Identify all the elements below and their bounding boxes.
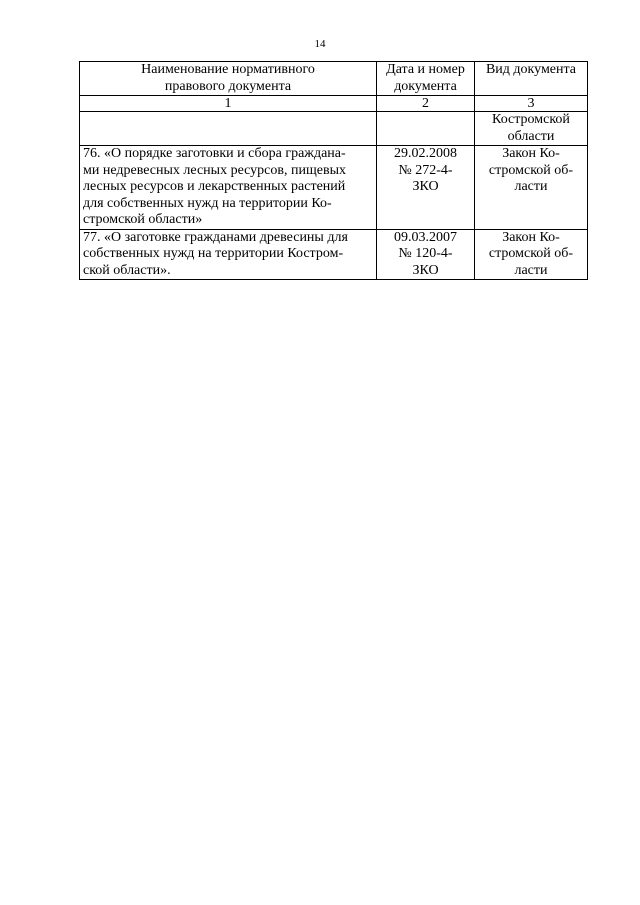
cell-date-number: 29.02.2008 № 272-4- ЗКО — [377, 146, 475, 230]
column-numbers-row — [80, 96, 588, 112]
header-document-name: Наименование нормативного правового документа — [80, 62, 377, 96]
table-row — [80, 146, 588, 230]
cell-document-type: Закон Ко- стромской об- ласти — [475, 229, 588, 280]
cell-date-empty — [377, 112, 475, 146]
cell-name-empty — [80, 112, 377, 146]
header-date-number: Дата и номер документа — [377, 62, 475, 96]
table-header-row — [80, 62, 588, 96]
header-document-type: Вид документа — [475, 62, 588, 96]
table-row-continuation — [80, 112, 588, 146]
legal-documents-table — [79, 61, 588, 280]
cell-date-number: 09.03.2007 № 120-4- ЗКО — [377, 229, 475, 280]
cell-type-continuation: Костромской области — [475, 112, 588, 146]
column-number-1: 1 — [80, 96, 377, 112]
column-number-2: 2 — [377, 96, 475, 112]
table-row — [80, 229, 588, 280]
column-number-3: 3 — [475, 96, 588, 112]
cell-document-name: 76. «О порядке заготовки и сбора граждана- ми недревесных лесных ресурсов, пищевых лесных ресурсов и лекарственных растений для собственных нужд на территории Ко- стромской области» — [80, 146, 377, 230]
cell-document-type: Закон Ко- стромской об- ласти — [475, 146, 588, 230]
cell-document-name: 77. «О заготовке гражданами древесины для собственных нужд на территории Костром- ской области». — [80, 229, 377, 280]
page-number: 14 — [314, 38, 326, 50]
